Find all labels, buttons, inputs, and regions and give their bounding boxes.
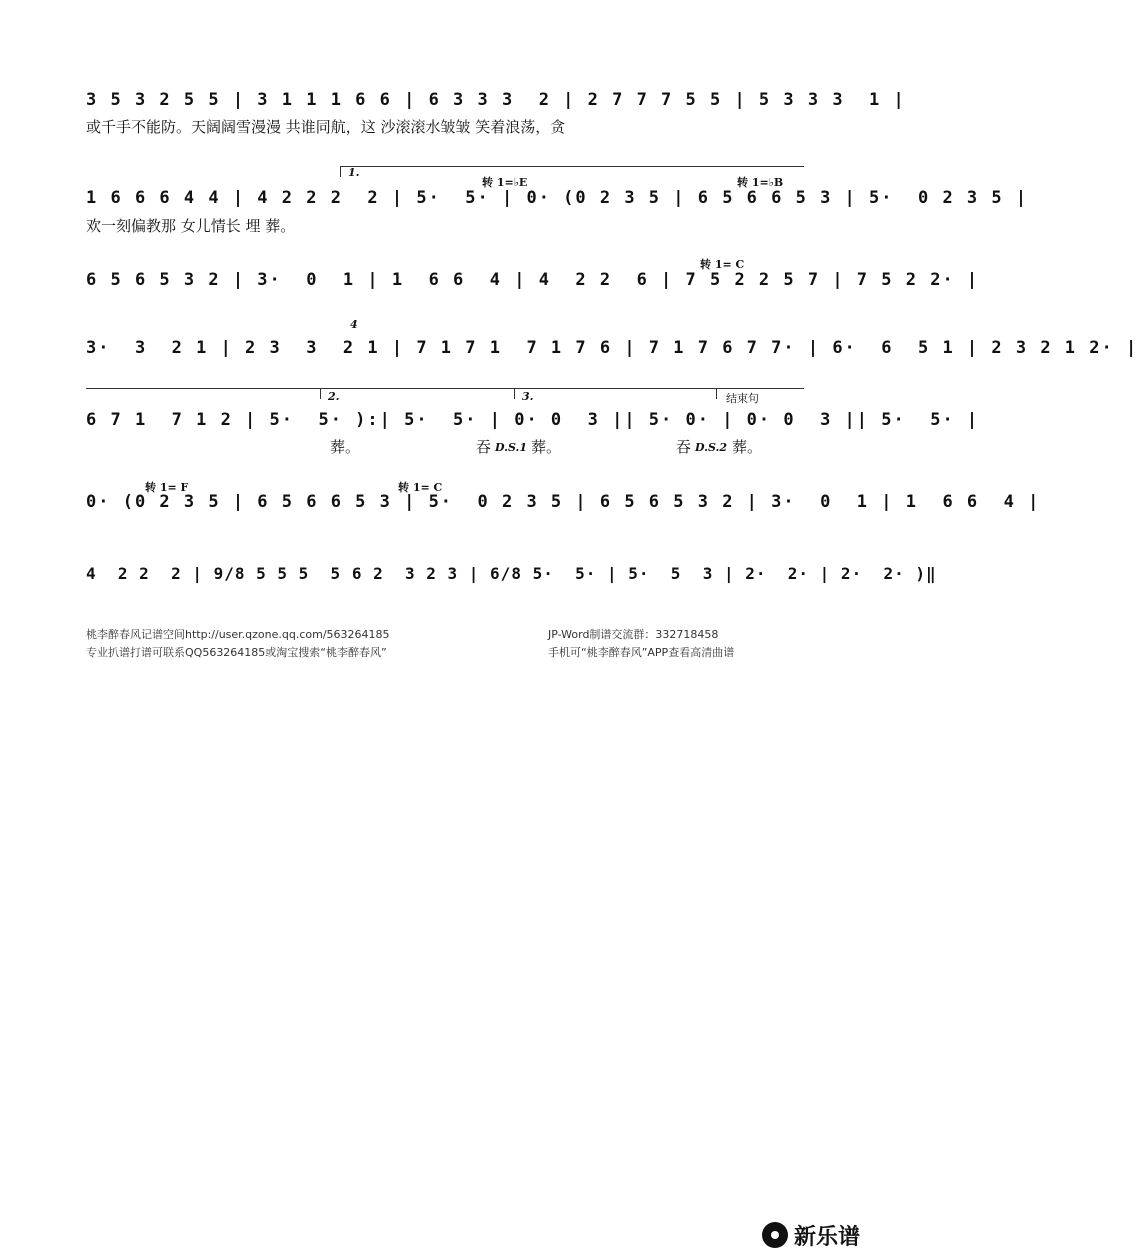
footer-left-1: 桃李醉春风记谱空间http://user.qzone.qq.com/563264185 [86,628,390,641]
ending-label: 结束句 [726,392,759,405]
ds2-mark: D.S.2 [695,441,728,454]
notation-line-6: 0· (0 2 3 5 | 6 5 6 6 5 3 | 5· 0 2 3 5 | 6 5 6 5 3 2 | 3· 0 1 | 1 6 6 4 | [86,492,1041,512]
lyrics-line-1: 或千手不能防。天阔阔雪漫漫 共谁同航，这 沙滚滚水皱皱 笑着浪荡，贪 [86,118,566,136]
footer-right-1: JP-Word制谱交流群：332718458 [548,628,719,641]
notation-line-1: 3 5 3 2 5 5 | 3 1 1 1 6 6 | 6 3 3 3 2 | 2 7 7 7 5 5 | 5 3 3 3 1 | [86,90,906,110]
lyrics-line-5-d: 吞 [676,438,692,456]
volta-1-label: 1. [348,166,360,179]
key-change-f: 转 1= F [145,481,189,494]
footer-right-2: 手机可“桃李醉春风”APP查看高清曲谱 [548,646,735,659]
site-logo[interactable] [762,1220,882,1250]
volta-2-label: 2. [328,390,340,403]
notation-line-3: 6 5 6 5 3 2 | 3· 0 1 | 1 6 6 4 | 4 2 2 6 | 7 5 2 2 5 7 | 7 5 2 2· | [86,270,980,290]
lyrics-line-5-a: 葬。 [330,438,361,456]
volta-bracket-1 [340,166,804,177]
lyrics-line-5-c: 葬。 [531,438,562,456]
key-change-c: 转 1= C [700,258,745,271]
notation-line-7: 4 2 2 2 | 9/8 5 5 5 5 6 2 3 2 3 | 6/8 5· 5· | 5· 5 3 | 2· 2· | 2· 2· )‖ [86,564,937,583]
key-change-b-flat: 转 1=♭B [737,176,784,189]
volta-bracket-2 [320,388,511,399]
triplet-mark: 4 [350,318,358,331]
site-logo-text: 新乐谱 [794,1224,861,1250]
vinyl-disc-icon [762,1222,788,1248]
footer-left-2: 专业扒谱打谱可联系QQ563264185或淘宝搜索“桃李醉春风” [86,646,387,659]
lyrics-line-5-e: 葬。 [732,438,763,456]
lyrics-line-5-b: 吞 [476,438,492,456]
key-change-e-flat: 转 1=♭E [482,176,528,189]
lyrics-line-2: 欢一刻偏教那 女儿情长 埋 葬。 [86,217,296,235]
notation-line-2: 1 6 6 6 4 4 | 4 2 2 2 2 | 5· 5· | 0· (0 2 3 5 | 6 5 6 6 5 3 | 5· 0 2 3 5 | [86,188,1029,208]
key-change-c-2: 转 1= C [398,481,443,494]
notation-line-5: 6 7 1 7 1 2 | 5· 5· ):| 5· 5· | 0· 0 3 || 5· 0· | 0· 0 3 || 5· 5· | [86,410,980,430]
ds1-mark: D.S.1 [495,441,528,454]
notation-line-4: 3· 3 2 1 | 2 3 3 2 1 | 7 1 7 1 7 1 7 6 | 7 1 7 6 7 7· | 6· 6 5 1 | 2 3 2 1 2· | [86,338,1138,358]
volta-3-label: 3. [522,390,534,403]
volta-bracket-3 [514,388,713,399]
